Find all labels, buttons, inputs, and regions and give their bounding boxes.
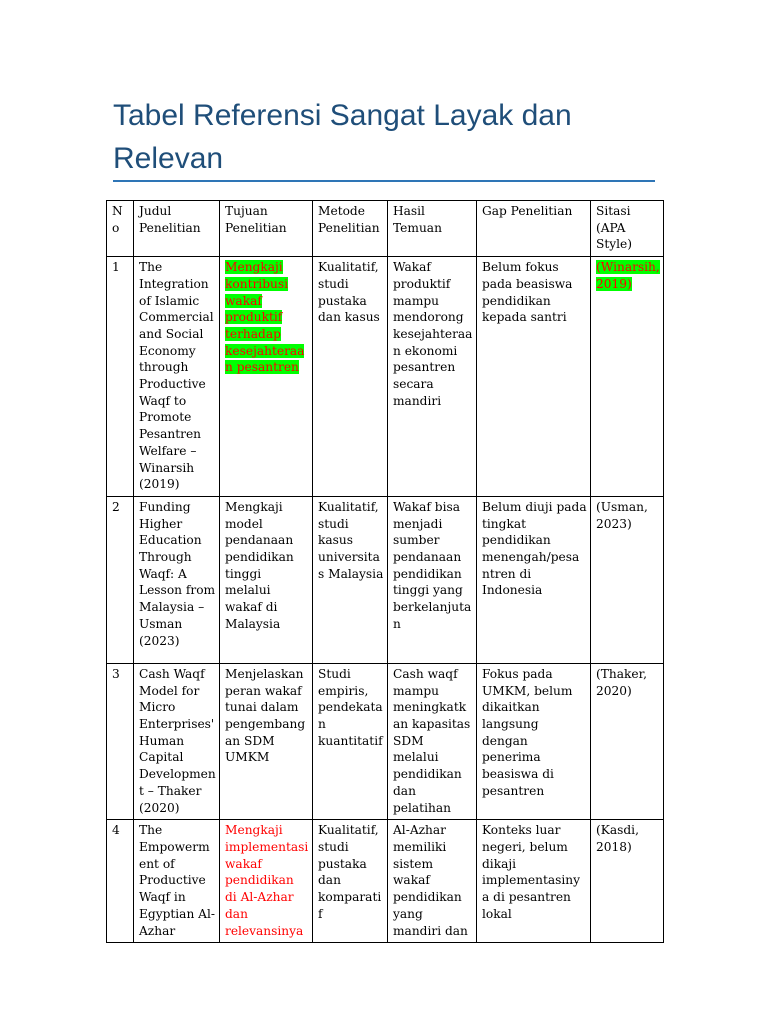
cell-judul: Cash Waqf Model for Micro Enterprises' Human Capital Development – Thaker (2020) xyxy=(134,663,220,819)
cell-gap: Belum fokus pada beasiswa pendidikan kepada santri xyxy=(477,257,591,497)
highlighted-text: (Winarsih, 2019) xyxy=(596,260,660,291)
cell-no: 1 xyxy=(107,257,134,497)
title-underline xyxy=(113,180,655,182)
cell-metode: Kualitatif, studi kasus universitas Malaysia xyxy=(313,496,388,663)
table-row xyxy=(107,663,664,819)
red-text: Mengkaji implementasi wakaf pendidikan di Al-Azhar dan relevansinya xyxy=(225,823,309,938)
header-judul: Judul Penelitian xyxy=(134,201,220,257)
cell-sitasi xyxy=(591,257,664,497)
cell-no: 2 xyxy=(107,496,134,663)
table-row xyxy=(107,820,664,943)
cell-tujuan: Menjelaskan peran wakaf tunai dalam pengembangan SDM UMKM xyxy=(220,663,313,819)
header-tujuan: Tujuan Penelitian xyxy=(220,201,313,257)
cell-tujuan xyxy=(220,820,313,943)
cell-hasil: Wakaf bisa menjadi sumber pendanaan pendidikan tinggi yang berkelanjutan xyxy=(388,496,477,663)
cell-tujuan: Mengkaji model pendanaan pendidikan tinggi melalui wakaf di Malaysia xyxy=(220,496,313,663)
cell-sitasi: (Kasdi, 2018) xyxy=(591,820,664,943)
cell-hasil: Cash waqf mampu meningkatkan kapasitas SDM melalui pendidikan dan pelatihan xyxy=(388,663,477,819)
cell-hasil: Wakaf produktif mampu mendorong kesejahteraan ekonomi pesantren secara mandiri xyxy=(388,257,477,497)
reference-table xyxy=(106,200,664,943)
table-row xyxy=(107,257,664,497)
table-header-row xyxy=(107,201,664,257)
cell-judul: The Integration of Islamic Commercial and Social Economy through Productive Waqf to Promote Pesantren Welfare – Winarsih (2019) xyxy=(134,257,220,497)
header-hasil: Hasil Temuan xyxy=(388,201,477,257)
cell-metode: Studi empiris, pendekatan kuantitatif xyxy=(313,663,388,819)
cell-gap: Konteks luar negeri, belum dikaji implementasinya di pesantren lokal xyxy=(477,820,591,943)
cell-gap: Belum diuji pada tingkat pendidikan menengah/pesantren di Indonesia xyxy=(477,496,591,663)
highlighted-text: Mengkaji kontribusi wakaf produktif terhadap kesejahteraan pesantren xyxy=(225,260,305,375)
cell-judul: The Empowerment of Productive Waqf in Egyptian Al-Azhar xyxy=(134,820,220,943)
header-sitasi: Sitasi (APA Style) xyxy=(591,201,664,257)
header-metode: Metode Penelitian xyxy=(313,201,388,257)
header-no: N o xyxy=(107,201,134,257)
cell-sitasi: (Thaker, 2020) xyxy=(591,663,664,819)
cell-judul: Funding Higher Education Through Waqf: A Lesson from Malaysia – Usman (2023) xyxy=(134,496,220,663)
cell-metode: Kualitatif, studi pustaka dan kasus xyxy=(313,257,388,497)
cell-tujuan xyxy=(220,257,313,497)
cell-hasil: Al-Azhar memiliki sistem wakaf pendidikan yang mandiri dan xyxy=(388,820,477,943)
cell-metode: Kualitatif, studi pustaka dan komparatif xyxy=(313,820,388,943)
cell-no: 3 xyxy=(107,663,134,819)
cell-no: 4 xyxy=(107,820,134,943)
cell-sitasi: (Usman, 2023) xyxy=(591,496,664,663)
header-gap: Gap Penelitian xyxy=(477,201,591,257)
page-title: Tabel Referensi Sangat Layak dan Relevan xyxy=(113,99,572,175)
cell-gap: Fokus pada UMKM, belum dikaitkan langsung dengan penerima beasiswa di pesantren xyxy=(477,663,591,819)
table-row xyxy=(107,496,664,663)
